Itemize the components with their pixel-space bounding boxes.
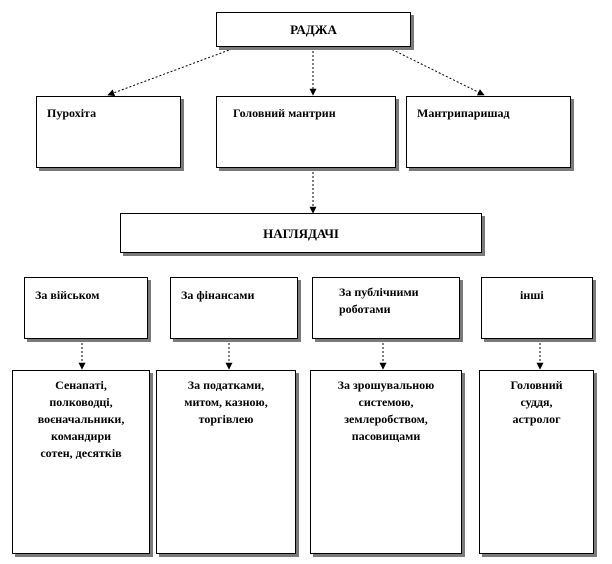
arrow-raja-to-council	[385, 46, 484, 95]
raja-label: РАДЖА	[290, 22, 337, 37]
overseers-label: НАГЛЯДАЧІ	[263, 225, 339, 241]
public-works-desc-line: системою,	[358, 395, 414, 409]
public-works-desc-line: За зрошувальною	[337, 378, 435, 392]
department-military-box	[24, 277, 148, 339]
arrow-raja-to-purohita	[108, 46, 240, 95]
finance-desc-box	[156, 370, 296, 554]
overseers-box	[120, 213, 482, 253]
chief-minister-label: Головний мантрин	[233, 106, 336, 120]
council-box	[406, 96, 571, 168]
public-works-desc-line: пасовищами	[351, 429, 421, 443]
military-desc-box	[12, 370, 150, 554]
other-desc-box	[479, 370, 594, 554]
department-finance-title: За фінансами	[181, 288, 255, 302]
department-finance-box	[170, 277, 298, 339]
department-other-title: інші	[520, 288, 544, 302]
finance-desc-line: торгівлею	[198, 412, 254, 426]
finance-desc-line: За податками,	[187, 378, 265, 392]
chief-minister-box	[216, 96, 396, 168]
department-public-works-title-line1: За публічними	[339, 285, 419, 299]
military-desc-line: Сенапаті,	[55, 378, 107, 392]
other-desc-line: астролог	[512, 412, 561, 426]
department-public-works-title-line2: роботами	[339, 302, 391, 316]
military-desc-line: командири	[50, 429, 112, 443]
raja-box	[216, 12, 411, 47]
military-desc-line: полководці,	[49, 395, 113, 409]
military-desc-line: сотен, десятків	[40, 446, 122, 460]
council-label: Мантрипаришад	[417, 106, 510, 120]
public-works-desc-line: землеробством,	[344, 412, 428, 426]
department-public-works-box	[312, 277, 460, 339]
purohita-label: Пурохіта	[47, 106, 97, 120]
purohita-box	[36, 96, 181, 168]
other-desc-line: суддя,	[520, 395, 553, 409]
finance-desc-line: митом, казною,	[184, 395, 268, 409]
department-other-box	[481, 277, 593, 339]
other-desc-line: Головний	[510, 378, 563, 392]
department-military-title: За військом	[35, 288, 100, 302]
military-desc-line: воєначальники,	[37, 412, 125, 426]
public-works-desc-box	[310, 370, 462, 554]
